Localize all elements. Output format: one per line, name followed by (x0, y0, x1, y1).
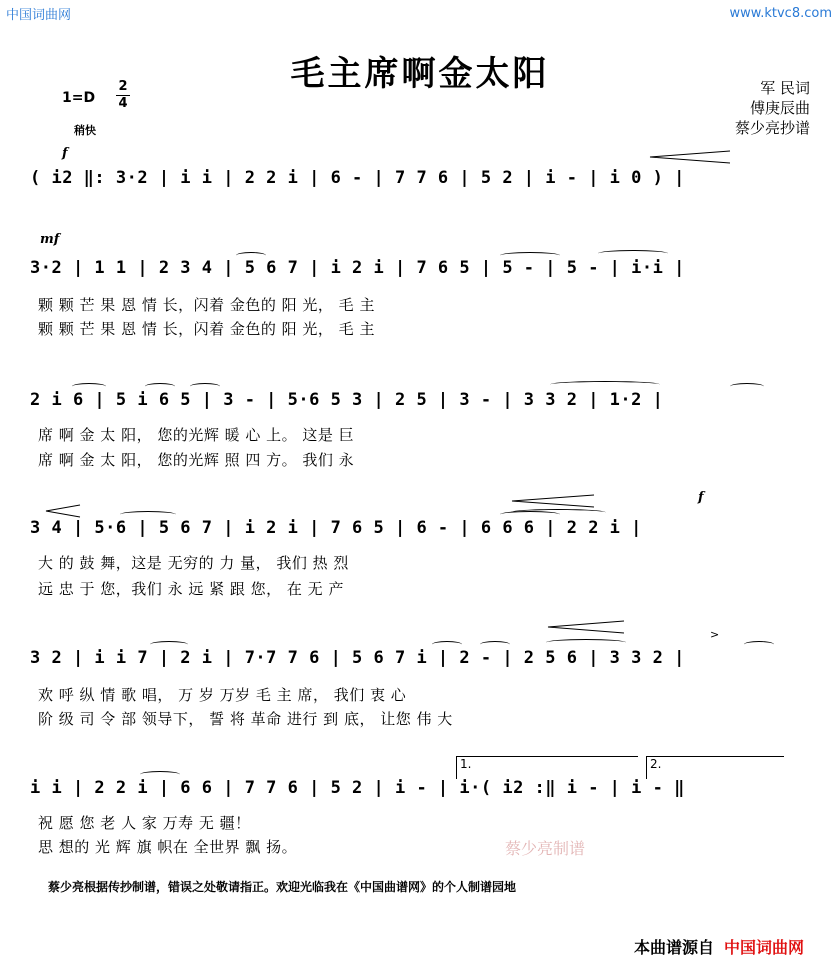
score-line-4: 3 4 | 5·6 | 5 6 7 | i 2 i | 7 6 5 | 6 - | 6 6 6 | 2 2 i | (30, 518, 642, 538)
tie-arc (546, 639, 626, 646)
tie-arc (480, 641, 510, 648)
tie-arc (190, 383, 220, 390)
tie-arc (432, 641, 462, 648)
accent-mark: > (710, 628, 720, 641)
composer: 傅庚辰曲 (749, 99, 810, 117)
lyrics-3b: 席 啊 金 太 阳， 您的光辉 照 四 方。 我们 永 (38, 451, 355, 469)
song-title: 毛主席啊金太阳 (290, 54, 550, 94)
crescendo-hairpin-2 (510, 494, 596, 508)
tie-arc (598, 250, 668, 257)
score-line-2: 3·2 | 1 1 | 2 3 4 | 5 6 7 | i 2 i | 7 6 5 | 5 - | 5 - | i·i | (30, 258, 685, 278)
decrescendo-hairpin (44, 504, 82, 518)
dynamic-f-1: f (62, 146, 68, 161)
tie-arc (140, 771, 180, 778)
footer-prefix: 本曲谱源自 (634, 938, 715, 957)
time-signature (116, 80, 130, 111)
score-line-3: 2 i 6 | 5 i 6 5 | 3 - | 5·6 5 3 | 2 5 | 3 - | 3 3 2 | 1·2 | (30, 390, 664, 410)
lyrics-3a: 席 啊 金 太 阳， 您的光辉 暖 心 上。 这是 巨 (38, 426, 355, 444)
volta-second-ending: 2. (646, 756, 784, 779)
lyrics-5a: 欢 呼 纵 情 歌 唱， 万 岁 万岁 毛 主 席， 我们 衷 心 (38, 686, 407, 704)
crescendo-hairpin-3 (546, 620, 626, 634)
source-footer (634, 935, 804, 958)
tie-arc (72, 383, 106, 390)
score-line-6: i i | 2 2 i | 6 6 | 7 7 6 | 5 2 | i - | i·( i2 :‖ i - | i - ‖ (30, 778, 685, 798)
time-top: 2 (118, 79, 128, 94)
lyrics-6a: 祝 愿 您 老 人 家 万寿 无 疆！ (38, 814, 251, 832)
tie-arc (550, 381, 660, 388)
lyrics-4a: 大 的 鼓 舞，这是 无穷的 力 量， 我们 热 烈 (38, 554, 349, 572)
lyrics-6b: 思 想的 光 辉 旗 帜在 全世界 飘 扬。 (38, 838, 298, 856)
transcriber-note: 蔡少亮根据传抄制谱，错误之处敬请指正。欢迎光临我在《中国曲谱网》的个人制谱园地 (48, 880, 517, 894)
lyrics-5b: 阶 级 司 令 部 领导下， 誓 将 革命 进行 到 底， 让您 伟 大 (38, 710, 453, 728)
lyrics-2a: 颗 颗 芒 果 恩 情 长，闪着 金色的 阳 光， 毛 主 (38, 296, 375, 314)
credits (700, 78, 810, 138)
footer-brand-link[interactable]: 中国词曲网 (724, 938, 805, 957)
tie-arc (730, 383, 764, 390)
tie-arc (510, 509, 606, 516)
dynamic-mf: mf (40, 232, 60, 247)
tempo-marking: 稍快 (74, 124, 96, 137)
tie-arc (120, 511, 176, 518)
tie-arc (236, 252, 266, 259)
site-url-right[interactable]: www.ktvc8.com (729, 6, 832, 21)
lyricist: 军 民词 (760, 79, 810, 97)
dynamic-f-2: f (698, 490, 704, 505)
score-line-5: 3 2 | i i 7 | 2 i | 7·7 7 6 | 5 6 7 i | 2 - | 2 5 6 | 3 3 2 | (30, 648, 685, 668)
tie-arc (500, 252, 560, 259)
volta-first-ending: 1. (456, 756, 638, 779)
tie-arc (150, 641, 188, 648)
lyrics-2b: 颗 颗 芒 果 恩 情 长，闪着 金色的 阳 光， 毛 主 (38, 320, 375, 338)
score-line-1: ( i2 ‖: 3·2 | i i | 2 2 i | 6 - | 7 7 6 | 5 2 | i - | i 0 ) | (30, 168, 685, 188)
crescendo-hairpin-1 (648, 150, 732, 164)
watermark: 蔡少亮制谱 (505, 839, 586, 858)
key-signature: 1=D (62, 90, 96, 106)
tie-arc (145, 383, 175, 390)
transcriber: 蔡少亮抄谱 (734, 119, 810, 137)
site-logo-left[interactable]: 中国词曲网 (6, 8, 72, 23)
lyrics-4b: 远 忠 于 您，我们 永 远 紧 跟 您， 在 无 产 (38, 580, 344, 598)
time-bottom: 4 (118, 96, 128, 111)
tie-arc (744, 641, 774, 648)
